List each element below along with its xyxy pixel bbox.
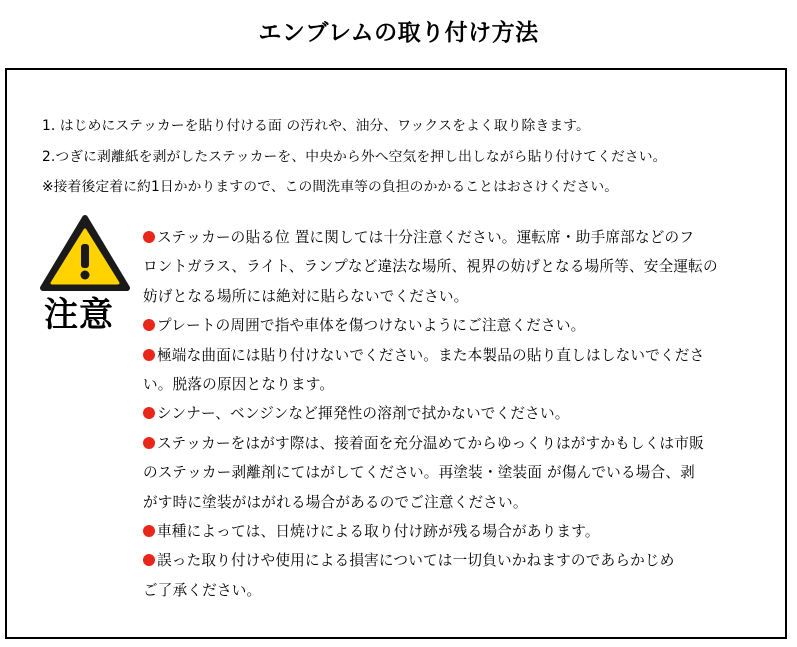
bullet-dot-icon — [143, 349, 155, 361]
caution-line — [143, 226, 694, 247]
bullet-dot-icon — [143, 231, 155, 243]
caution-line — [143, 579, 261, 600]
caution-line — [143, 432, 704, 453]
caution-line-text: い。脱落の原因となります。 — [143, 376, 335, 393]
caution-line-text: のステッカー剥離剤にてはがしてください。再塗装・塗装面 が傷んでいる場合、剥 — [143, 464, 695, 482]
bullet-dot-icon — [143, 554, 155, 566]
caution-line-text: プレートの周囲で指や車体を傷つけないようにご注意ください。 — [157, 317, 586, 335]
caution-line — [143, 373, 334, 394]
caution-line-text: ステッカーの貼る位 置に関しては十分注意ください。運転席・助手席部などのフ — [157, 229, 695, 246]
bullet-dot-icon — [143, 319, 155, 331]
caution-line — [143, 549, 675, 570]
caution-line — [143, 255, 718, 276]
bullet-dot-icon — [143, 525, 155, 537]
caution-line — [143, 344, 704, 365]
page-title: エンブレムの取り付け方法 — [258, 20, 539, 46]
instruction-step-1: 1. はじめにステッカーを貼り付ける面 の汚れや、油分、ワックスをよく取り除きます。 — [42, 118, 590, 134]
caution-line-text: シンナー、ベンジンなど揮発性の溶剤で拭かないでください。 — [157, 405, 570, 423]
caution-line — [143, 491, 528, 512]
bullet-dot-icon — [143, 407, 155, 419]
caution-line-text: ロントガラス、ライト、ランプなど違法な場所、視界の妨げとなる場所等、安全運転の — [143, 258, 718, 276]
instruction-step-2: 2.つぎに剥離紙を剥がしたステッカーを、中央から外へ空気を押し出しながら貼り付けてください。 — [42, 149, 667, 165]
caution-line-text: 極端な曲面には貼り付けないでください。また本製品の貼り直しはしないでくださ — [157, 346, 705, 364]
caution-line-text: がす時に塗装がはがれる場合があるのでご注意ください。 — [143, 493, 528, 511]
caution-line — [143, 520, 600, 541]
caution-line-text: 誤った取り付けや使用による損害については一切負いかねますのであらかじめ — [157, 552, 675, 570]
caution-line-text: ステッカーをはがす際は、接着面を充分温めてからゆっくりはがすかもしくは市販 — [157, 434, 704, 452]
caution-line — [143, 461, 695, 482]
caution-line — [143, 314, 585, 335]
caution-label: 注意 — [44, 295, 114, 335]
instruction-note: ※接着後定着に約1日かかりますので、この間洗車等の負担のかかることはおさけください。 — [42, 179, 619, 195]
warning-triangle-icon — [39, 214, 131, 292]
caution-line — [143, 285, 468, 306]
caution-line-text: 妨げとなる場所には絶対に貼らないでください。 — [143, 287, 469, 305]
caution-line-text: ご了承ください。 — [143, 581, 262, 599]
caution-line-text: 車種によっては、日焼けによる取り付け跡が残る場合があります。 — [157, 523, 600, 540]
bullet-dot-icon — [143, 437, 155, 449]
caution-line — [143, 402, 570, 423]
